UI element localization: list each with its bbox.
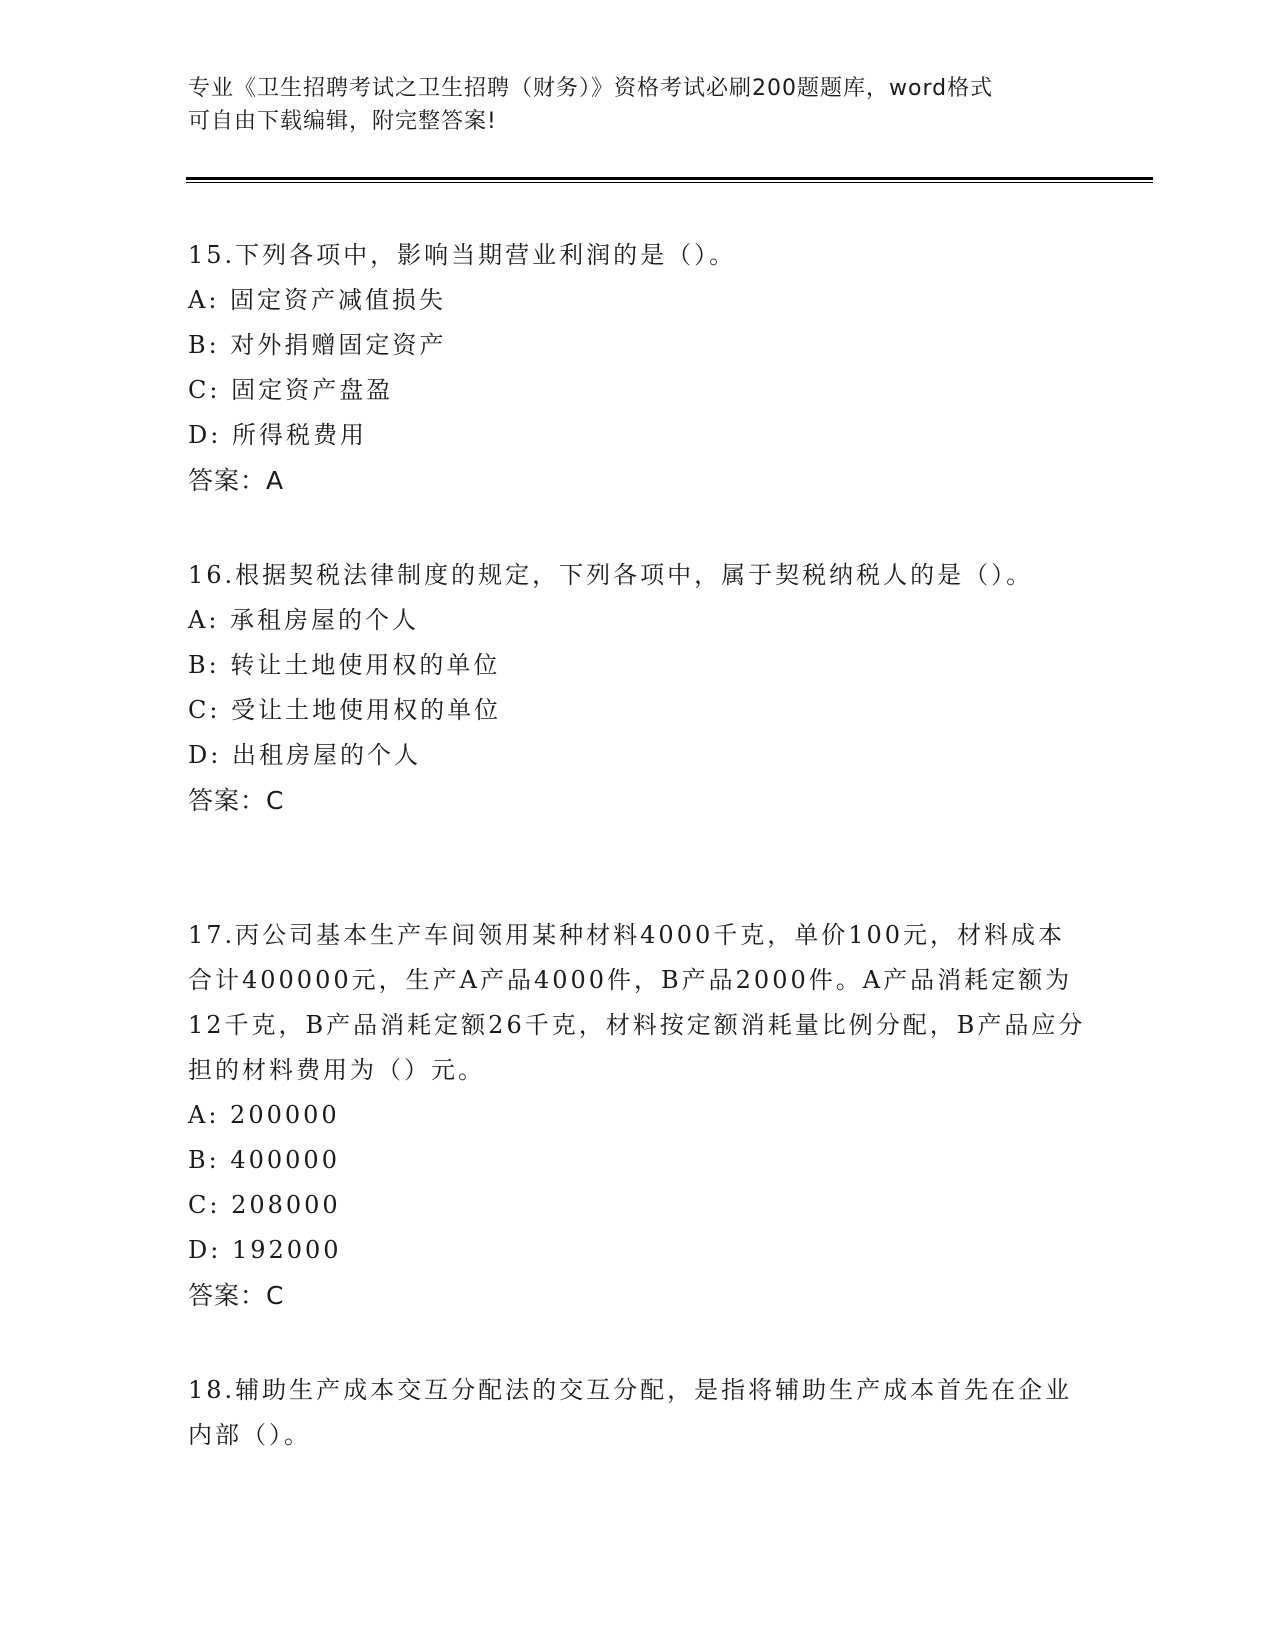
option-a: A: 200000 <box>188 1101 340 1129</box>
option-d: D: 出租房屋的个人 <box>188 741 421 769</box>
question-stem: 15.下列各项中，影响当期营业利润的是（）。 <box>188 241 737 269</box>
question-stem: 17.丙公司基本生产车间领用某种材料4000千克，单价100元，材料成本合计400000元，生产A产品4000件，B产品2000件。A产品消耗定额为12千克，B产品消耗定额26千克，材料按定额消耗量比例分配，B产品应分担的材料费用为（）元。 <box>188 921 1086 1084</box>
option-c: C: 固定资产盘盈 <box>188 376 394 404</box>
question-17 <box>188 913 1088 1318</box>
question-15 <box>188 233 1088 503</box>
header-divider-thin <box>186 182 1153 183</box>
option-d: D: 192000 <box>188 1236 342 1264</box>
option-a: A: 承租房屋的个人 <box>188 606 420 634</box>
header-line-2: 可自由下载编辑，附完整答案! <box>188 109 497 134</box>
option-d: D: 所得税费用 <box>188 421 367 449</box>
question-16 <box>188 553 1088 823</box>
header-line-1: 专业《卫生招聘考试之卫生招聘（财务）》资格考试必刷200题题库，word格式 <box>188 76 994 101</box>
question-18 <box>188 1368 1088 1458</box>
question-stem: 18.辅助生产成本交互分配法的交互分配，是指将辅助生产成本首先在企业内部（）。 <box>188 1376 1073 1449</box>
header-divider <box>186 177 1153 180</box>
option-c: C: 受让土地使用权的单位 <box>188 696 502 724</box>
answer: 答案：C <box>188 1281 285 1310</box>
question-stem: 16.根据契税法律制度的规定，下列各项中，属于契税纳税人的是（）。 <box>188 561 1034 589</box>
option-c: C: 208000 <box>188 1191 341 1219</box>
option-b: B: 转让土地使用权的单位 <box>188 651 501 679</box>
document-header <box>188 72 1068 138</box>
answer: 答案：A <box>188 466 285 495</box>
answer: 答案：C <box>188 786 285 815</box>
option-b: B: 400000 <box>188 1146 340 1174</box>
option-b: B: 对外捐赠固定资产 <box>188 331 447 359</box>
option-a: A: 固定资产减值损失 <box>188 286 447 314</box>
